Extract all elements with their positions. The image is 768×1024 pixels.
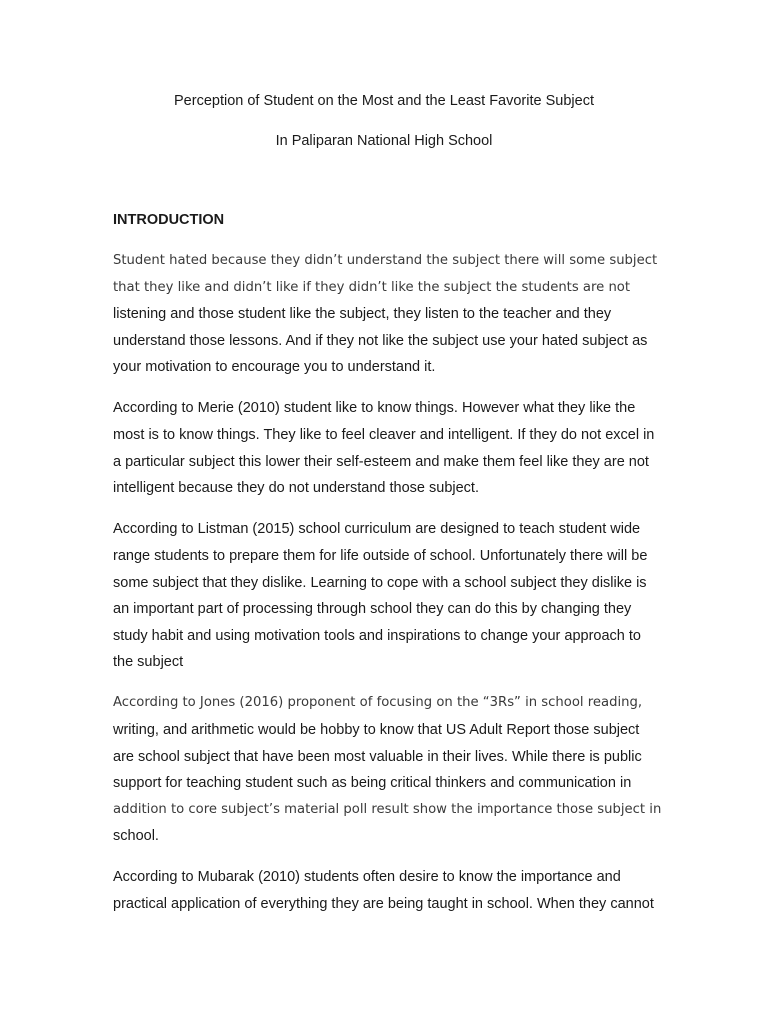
paragraph-line: study habit and using motivation tools and inspirations to change your approach to: [113, 627, 641, 644]
paragraph-line: most is to know things. They like to feel cleaver and intelligent. If they do not excel in: [113, 427, 655, 444]
paragraph-line: a particular subject this lower their self-esteem and make them feel like they are not: [113, 453, 649, 470]
section-heading: INTRODUCTION: [113, 212, 225, 228]
paragraph-line: your motivation to encourage you to understand it.: [113, 359, 436, 376]
paragraph: [113, 518, 713, 678]
paragraph-line: addition to core subject’s material poll result show the importance those subject in: [113, 801, 662, 817]
paragraph-line: school.: [113, 828, 159, 845]
paragraph-line: support for teaching student such as being critical thinkers and communication in: [113, 775, 632, 792]
paragraph-line: an important part of processing through school they can do this by changing they: [113, 601, 632, 618]
paragraph-line: writing, and arithmetic would be hobby to know that US Adult Report those subject: [113, 722, 640, 738]
paragraph-line: According to Jones (2016) proponent of focusing on the “3Rs” in school reading,: [113, 695, 643, 711]
paragraph-line: According to Merie (2010) student like to know things. However what they like the: [113, 400, 636, 417]
paragraph-line: practical application of everything they are being taught in school. When they cannot: [113, 896, 654, 913]
paragraph-line: are school subject that have been most valuable in their lives. While there is public: [113, 748, 642, 765]
paragraph-line: some subject that they dislike. Learning to cope with a school subject they dislike is: [113, 574, 647, 591]
paragraph-line: intelligent because they do not understand those subject.: [113, 480, 479, 497]
paragraph: [113, 250, 713, 383]
paragraph-line: that they like and didn’t like if they didn’t like the subject the students are not: [113, 279, 631, 295]
paragraph-line: According to Mubarak (2010) students often desire to know the importance and: [113, 869, 621, 886]
document-subtitle: In Paliparan National High School: [275, 133, 493, 149]
document-title: Perception of Student on the Most and the Least Favorite Subject: [174, 93, 594, 109]
paragraph: [113, 397, 713, 503]
paragraph-line: According to Listman (2015) school curriculum are designed to teach student wide: [113, 521, 641, 538]
paragraph-line: range students to prepare them for life outside of school. Unfortunately there will be: [113, 547, 648, 564]
paragraph-line: the subject: [113, 654, 184, 671]
document-body: [113, 250, 713, 934]
paragraph-line: understand those lessons. And if they not like the subject use your hated subject as: [113, 332, 648, 349]
paragraph-line: Student hated because they didn’t understand the subject there will some subject: [113, 253, 658, 268]
paragraph: [113, 692, 713, 852]
paragraph-line: listening and those student like the subject, they listen to the teacher and they: [113, 306, 612, 323]
paragraph: [113, 866, 713, 919]
